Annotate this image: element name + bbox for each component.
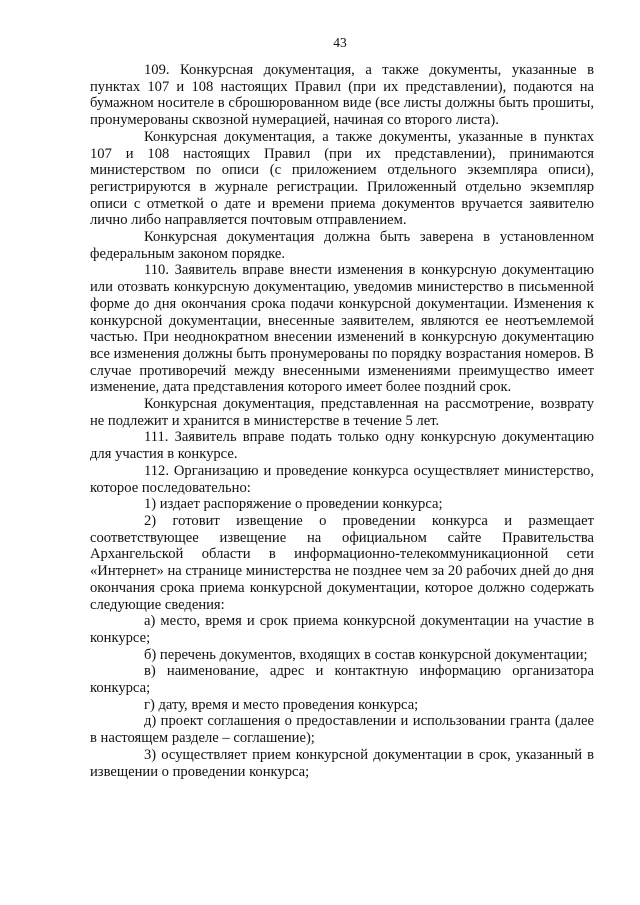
paragraph-acceptance: Конкурсная документация, а также документы, указанные в пунктах 107 и 108 настоящих Правил (при их представлении), принимаются министерством по описи (с приложением отдельного экземпляра описи), регистрируются в журнале регистрации. Приложенный отдельно экземпляр описи с отметкой о дате и времени приема документов вручается заявителю лично либо направляется почтовым отправлением. [90, 128, 594, 229]
list-item-3: 3) осуществляет прием конкурсной документации в срок, указанный в извещении о проведении конкурса; [90, 746, 594, 780]
list-item-a: а) место, время и срок приема конкурсной документации на участие в конкурсе; [90, 613, 594, 646]
list-item-v: в) наименование, адрес и контактную информацию организатора конкурса; [90, 663, 594, 697]
document-body [90, 62, 594, 780]
paragraph-110: 110. Заявитель вправе внести изменения в конкурсную документацию или отозвать конкурсную документацию, уведомив министерство в письменной форме до дня окончания срока подачи конкурсной документации. Изменения к конкурсной документации, внесенные заявителем, являются ее неотъемлемой частью. При неоднократном внесении изменений в конкурсную документацию все изменения должны быть пронумерованы по порядку возрастания номеров. В случае противоречий между внесенными изменениями преимущество имеет изменение, дата представления которого имеет более поздний срок. [90, 262, 594, 396]
paragraph-no-return: Конкурсная документация, представленная на рассмотрение, возврату не подлежит и хранится в министерстве в течение 5 лет. [90, 396, 594, 429]
paragraph-certification: Конкурсная документация должна быть заверена в установленном федеральным законом порядке. [90, 229, 594, 262]
list-item-2: 2) готовит извещение о проведении конкурса и размещает соответствующее извещение на официальном сайте Правительства Архангельской области в информационно-телекоммуникационной сети «Интернет» на странице министерства не позднее чем за 20 рабочих дней до дня окончания срока приема конкурсной документации, которое должно содержать следующие сведения: [90, 512, 594, 613]
page-number: 43 [333, 35, 347, 50]
list-item-g: г) дату, время и место проведения конкурса; [144, 696, 419, 713]
paragraph-109: 109. Конкурсная документация, а также документы, указанные в пунктах 107 и 108 настоящих Правил (при их представлении), подаются на бумажном носителе в сброшюрованном виде (все листы должны быть прошиты, пронумерованы сквозной нумерацией, начиная со второго листа). [90, 62, 594, 129]
list-item-1: 1) издает распоряжение о проведении конкурса; [144, 496, 443, 513]
paragraph-112: 112. Организацию и проведение конкурса осуществляет министерство, которое последовательно: [90, 462, 594, 496]
list-item-b: б) перечень документов, входящих в состав конкурсной документации; [144, 646, 588, 663]
paragraph-111: 111. Заявитель вправе подать только одну конкурсную документацию для участия в конкурсе. [90, 429, 594, 463]
list-item-d: д) проект соглашения о предоставлении и использовании гранта (далее в настоящем разделе – соглашение); [90, 713, 594, 747]
